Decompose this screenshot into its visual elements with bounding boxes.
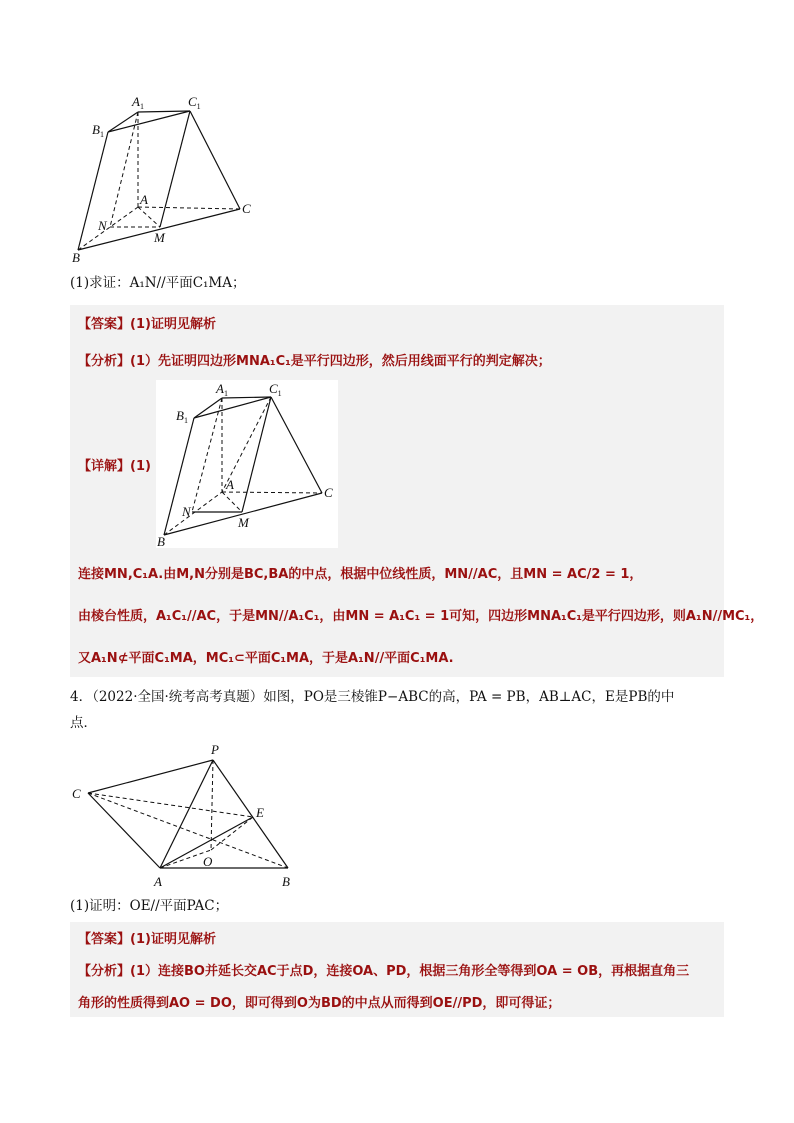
edge-pb [213,760,288,868]
edge-cp [88,760,213,793]
svg-text:C1: $C_1$ [269,381,282,398]
label-p: P [211,742,219,757]
svg-text:M: M [238,515,249,530]
figure-frustum-solution [156,380,338,548]
label-a: A [140,192,148,207]
answer2-tag: 【答案】 [78,932,131,947]
label-o: O [203,854,213,869]
detail-line-3: 又A₁N⊄平面C₁MA，MC₁⊂平面C₁MA，于是A₁N//平面C₁MA. [78,651,454,666]
analysis2-tag: 【分析】 [78,964,131,979]
label-m: M [154,230,165,245]
label-n: N [98,218,107,233]
edge-ca [88,793,160,868]
analysis2-line1: (1）连接BO并延长交AC于点D，连接OA、PD，根据三角形全等得到OA = OB，再根据直角三 [130,964,690,979]
svg-text:C: C [324,485,333,500]
answer-tag: 【答案】 [78,317,131,332]
edge-pa [160,760,213,868]
label-b1: $B_1$ [92,122,104,139]
solution-box-1 [70,305,764,677]
solution-box-2 [70,922,724,1017]
svg-text:N: N [182,504,191,519]
edge-b1c1 [108,111,190,132]
edge-c1c [190,111,240,209]
detail-line-1: 连接MN,C₁A.由M,N分别是BC,BA的中点，根据中位线性质，MN//AC，且MN = AC/2 = 1， [78,567,643,582]
label-e: E [256,805,264,820]
edge-po [211,760,213,850]
figure-pyramid [68,740,298,890]
edge-ac [138,207,240,209]
label-a: A [154,874,162,889]
svg-text:B: B [157,534,165,548]
analysis2-line2: 角形的性质得到AO = DO，即可得到O为BD的中点从而得到OE//PD，即可得证； [78,996,561,1011]
svg-text:A: A [226,477,234,492]
answer2-text: (1)证明见解析 [130,932,216,947]
answer-text: (1)证明见解析 [130,317,216,332]
edge-oe [211,817,253,850]
q4-line2: 点． [70,715,97,731]
q4-line1: 4．（2022·全国·统考高考真题）如图，PO是三棱锥P−ABC的高，PA = PB，AB⊥AC，E是PB的中 [70,689,675,705]
label-a1: $A_1$ [132,94,144,111]
edge-ce [88,793,253,817]
edge-a1c1 [138,111,190,112]
label-c1: $C_1$ [188,94,201,111]
figure-frustum [70,92,270,267]
figure-frustum-solution-bg [156,380,338,548]
analysis-tag: 【分析】 [78,354,131,369]
analysis-text: (1）先证明四边形MNA₁C₁是平行四边形，然后用线面平行的判定解决； [130,354,551,369]
edge-am [138,207,160,227]
label-b: B [282,874,290,889]
svg-text:B1: $B_1$ [176,408,188,425]
label-c: C [72,786,81,801]
label-c: C [242,201,251,216]
detail-part: (1) [130,459,151,474]
label-b: B [72,250,80,265]
q4-part1: (1)证明：OE//平面PAC； [70,898,229,914]
q3-part1: (1)求证：A₁N//平面C₁MA； [70,275,246,291]
edge-c1m [160,111,190,227]
detail-line-2: 由棱台性质，A₁C₁//AC，于是MN//A₁C₁，由MN = A₁C₁ = 1可知，四边形MNA₁C₁是平行四边形，则A₁N//MC₁， [78,609,764,624]
detail-tag: 【详解】 [78,459,131,474]
svg-text:A1: $A_1$ [216,381,228,398]
edge-a1n [110,112,138,227]
